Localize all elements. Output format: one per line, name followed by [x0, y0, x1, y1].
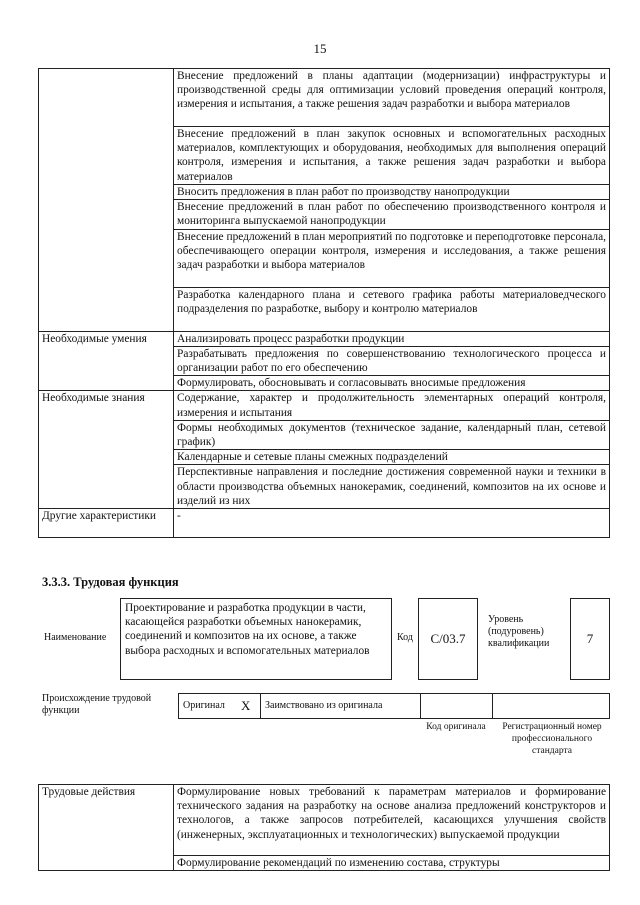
code-label: Код — [397, 632, 413, 643]
code-box — [418, 598, 478, 680]
code-original-caption: Код оригинала — [426, 722, 486, 732]
name-label: Наименование — [44, 632, 107, 643]
table-cell: Разработка календарного плана и сетевого графика работы материаловедческого подразделения по разработке, выбору и контролю материалов — [174, 287, 610, 331]
table-row — [39, 785, 610, 856]
borrowed-label: Заимствовано из оригинала — [265, 700, 383, 711]
table-row — [39, 331, 610, 346]
skills-label: Необходимые умения — [39, 331, 174, 391]
reg-number-caption: Регистрационный номер профессионального стандарта — [502, 722, 602, 756]
original-label: Оригинал — [183, 700, 225, 711]
function-name: Проектирование и разработка продукции в части, касающейся разработки объемных нанокерамик, соединений и композитов на их основе, а также выбора расходных и вспомогательных материалов — [125, 602, 370, 657]
original-cell — [179, 694, 261, 718]
labor-function-table-continued — [38, 68, 610, 538]
reg-number-cell — [493, 694, 609, 718]
table-row — [39, 69, 610, 127]
origin-row — [178, 693, 610, 719]
actions-label: Трудовые действия — [39, 785, 174, 871]
table-cell: Разрабатывать предложения по совершенствованию технологического процесса и организации работ по его обеспечению — [174, 346, 610, 375]
table-cell: Внесение предложений в план работ по обеспечению производственного контроля и мониторинга выпускаемой нанопродукции — [174, 200, 610, 229]
table-cell: Формулировать, обосновывать и согласовывать вносимые предложения — [174, 376, 610, 391]
table-cell: Внесение предложений в план закупок основных и вспомогательных расходных материалов, комплектующих и оборудования, необходимых для выполнения операций контроля, измерения и испытания, а также решения задач разработки и выбора материалов — [174, 127, 610, 185]
level-box — [570, 598, 610, 680]
section-heading: 3.3.3. Трудовая функция — [42, 575, 179, 589]
other-label: Другие характеристики — [39, 509, 174, 538]
table-cell: - — [174, 509, 610, 538]
table-cell: Формулирование рекомендаций по изменению состава, структуры — [174, 856, 610, 871]
table-row — [39, 509, 610, 538]
table-row — [39, 391, 610, 420]
borrowed-cell — [261, 694, 421, 718]
table-cell: Формы необходимых документов (техническое задание, календарный план, сетевой график) — [174, 420, 610, 449]
function-name-box — [120, 598, 392, 680]
original-mark: X — [241, 698, 251, 713]
table-cell: Календарные и сетевые планы смежных подразделений — [174, 450, 610, 465]
level-value: 7 — [586, 631, 594, 646]
table-cell: Перспективные направления и последние достижения современной науки и техники в области производства объемных нанокерамик, соединений, композитов на их основе и изделий из них — [174, 465, 610, 509]
labor-actions-table — [38, 784, 610, 871]
table-cell: Вносить предложения в план работ по производству нанопродукции — [174, 185, 610, 200]
table-cell: Формулирование новых требований к параметрам материалов и формирование технического задания на разработку на основе анализа предложений конструкторов и технологов, а также запросов потребителей, касающихся улучшения свойств (инженерных, эксплуатационных и технологических) выпускаемой продукции — [174, 785, 610, 856]
table-cell: Анализировать процесс разработки продукции — [174, 331, 610, 346]
empty-label-cell — [39, 69, 174, 332]
table-cell: Внесение предложений в план мероприятий по подготовке и переподготовке персонала, обеспечивающего операции контроля, измерения и исследования, а также решения задач разработки и выбора материалов — [174, 229, 610, 287]
code-original-cell — [421, 694, 493, 718]
page-number: 15 — [313, 41, 327, 56]
code-value: С/03.7 — [430, 631, 466, 646]
origin-label: Происхождение трудовой функции — [42, 693, 152, 716]
table-cell: Внесение предложений в планы адаптации (модернизации) инфраструктуры и производственной среды для оптимизации условий проведения операций контроля, измерения и испытания, а также решения задач разработки и выбора материалов — [174, 69, 610, 127]
knowledge-label: Необходимые знания — [39, 391, 174, 509]
level-label: Уровень (подуровень) квалификации — [488, 614, 550, 649]
table-cell: Содержание, характер и продолжительность элементарных операций контроля, измерения и испытания — [174, 391, 610, 420]
